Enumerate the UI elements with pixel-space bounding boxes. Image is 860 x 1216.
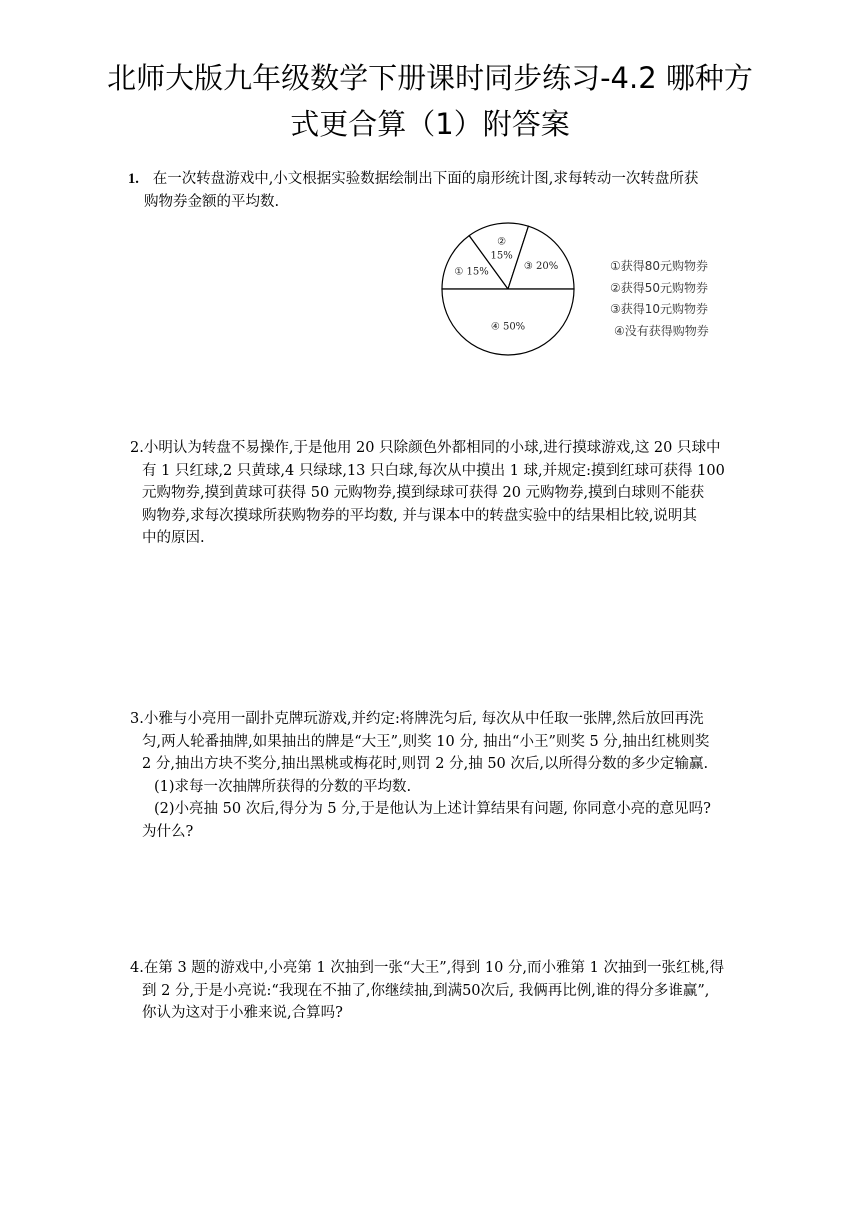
question-3 bbox=[130, 708, 711, 843]
question-1-text-line-1: 在一次转盘游戏中,小文根据实验数据绘制出下面的扇形统计图,求每转动一次转盘所获 bbox=[152, 171, 699, 187]
question-2-line-1: 2.小明认为转盘不易操作,于是他用 20 只除颜色外都相同的小球,进行摸球游戏,这 20 只球中 bbox=[130, 440, 721, 456]
question-1-number: 1. bbox=[128, 171, 139, 187]
question-3-part-1: (1)求每一次抽牌所获得的分数的平均数. bbox=[154, 778, 412, 795]
legend-item-3: ③获得10元购物券 bbox=[610, 302, 709, 316]
pie-label-2: ② 15% bbox=[490, 236, 513, 262]
legend-item-2: ②获得50元购物券 bbox=[610, 280, 709, 295]
question-3-part-2-cont: 为什么? bbox=[142, 823, 194, 840]
question-3-line-3: 2 分,抽出方块不奖分,抽出黑桃或梅花时,则罚 2 分,抽 50 次后,以所得分数的多少定输赢. bbox=[142, 756, 709, 772]
pie-label-4: ④ 50% bbox=[490, 321, 526, 333]
question-2-line-2: 有 1 只红球,2 只黄球,4 只绿球,13 只白球,每次从中摸出 1 球,并规定:摸到红球可获得 100 bbox=[142, 462, 725, 479]
question-1 bbox=[128, 168, 698, 213]
page-title-line-1: 北师大版九年级数学下册课时同步练习-4.2 哪种方 bbox=[107, 61, 753, 95]
pie-slices bbox=[442, 223, 574, 355]
question-2-line-3: 元购物券,摸到黄球可获得 50 元购物券,摸到绿球可获得 20 元购物券,摸到白球则不能获 bbox=[142, 485, 705, 501]
question-2-line-5: 中的原因. bbox=[142, 530, 205, 546]
pie-label-1: ① 15% bbox=[454, 266, 489, 278]
question-3-part-2: (2)小亮抽 50 次后,得分为 5 分,于是他认为上述计算结果有问题, 你同意小亮的意见吗? bbox=[154, 801, 711, 817]
pie-chart bbox=[440, 221, 576, 357]
question-2-line-4: 购物券,求每次摸球所获购物券的平均数, 并与课本中的转盘实验中的结果相比较,说明其 bbox=[142, 507, 697, 524]
pie-label-3: ③ 20% bbox=[523, 260, 559, 272]
question-3-line-1: 3.小雅与小亮用一副扑克牌玩游戏,并约定:将牌洗匀后, 每次从中任取一张牌,然后放回再洗 bbox=[130, 711, 704, 727]
question-4-line-2: 到 2 分,于是小亮说:“我现在不抽了,你继续抽,到满50次后, 我俩再比例,谁的得分多谁赢”, bbox=[142, 982, 710, 999]
question-3-line-2: 匀,两人轮番抽牌,如果抽出的牌是“大王”,则奖 10 分, 抽出“小王”则奖 5 分,抽出红桃则奖 bbox=[142, 733, 710, 750]
legend-item-1: ①获得80元购物券 bbox=[610, 259, 709, 273]
question-4 bbox=[130, 957, 724, 1025]
question-4-line-3: 你认为这对于小雅来说,合算吗? bbox=[142, 1005, 343, 1021]
page-title-line-2: 式更合算（1）附答案 bbox=[290, 107, 570, 141]
pie-legend bbox=[608, 256, 709, 342]
question-2 bbox=[130, 437, 725, 550]
question-1-text-line-2: 购物券金额的平均数. bbox=[144, 193, 280, 210]
legend-item-4: ④没有获得购物券 bbox=[614, 323, 709, 338]
question-4-line-1: 4.在第 3 题的游戏中,小亮第 1 次抽到一张“大王”,得到 10 分,而小雅第 1 次抽到一张红桃,得 bbox=[130, 960, 725, 976]
